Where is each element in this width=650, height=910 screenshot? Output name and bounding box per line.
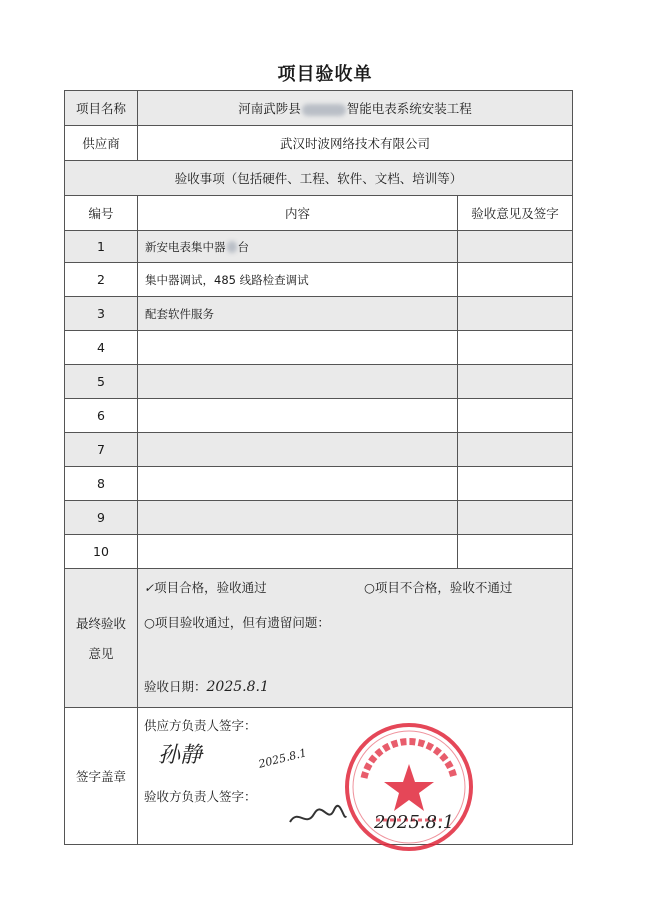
final-opinion-row	[65, 569, 573, 708]
final-label-line2: 意见	[88, 646, 114, 661]
signature-row	[65, 708, 573, 845]
col-header-content: 内容	[138, 196, 458, 231]
item-content	[138, 501, 458, 535]
acceptance-date-value: 2025.8.1	[206, 679, 269, 695]
item-no: 10	[65, 535, 138, 569]
item-content: 集中器调试，485 线路检查调试	[138, 263, 458, 297]
table-row	[65, 535, 573, 569]
table-row	[65, 263, 573, 297]
project-name-value	[138, 91, 573, 126]
item-no: 5	[65, 365, 138, 399]
supplier-value: 武汉时波网络技术有限公司	[138, 126, 573, 161]
signature-cell	[138, 708, 573, 845]
scope-header: 验收事项（包括硬件、工程、软件、文档、培训等）	[65, 161, 573, 196]
table-row	[65, 365, 573, 399]
item-opinion	[458, 433, 573, 467]
item-opinion	[458, 467, 573, 501]
handwritten-signature-icon	[288, 804, 348, 830]
page-title: 项目验收单	[277, 64, 373, 85]
project-name-suffix: 智能电表系统安装工程	[346, 101, 472, 116]
item-content	[138, 467, 458, 501]
final-opinion-label	[65, 569, 138, 708]
table-row	[65, 433, 573, 467]
option-pending-label: 项目验收通过，但有遗留问题：	[154, 615, 330, 630]
item-no: 2	[65, 263, 138, 297]
supplier-sign-date: 2025.8.1	[257, 746, 308, 771]
item-content	[138, 231, 458, 263]
option-pending	[144, 613, 330, 631]
project-name-label: 项目名称	[65, 91, 138, 126]
item-no: 4	[65, 331, 138, 365]
acceptor-sign-label: 验收方负责人签字：	[144, 789, 257, 804]
radio-empty-icon: ○	[364, 580, 375, 595]
supplier-row	[65, 126, 573, 161]
column-header-row	[65, 196, 573, 231]
supplier-label: 供应商	[65, 126, 138, 161]
redaction-blur	[302, 104, 346, 116]
option-pass	[144, 578, 267, 596]
table-row	[65, 331, 573, 365]
acceptance-date-label: 验收日期：	[144, 679, 207, 694]
final-opinion-cell	[138, 569, 573, 708]
item-content	[138, 535, 458, 569]
item-opinion	[458, 331, 573, 365]
project-name-prefix: 河南武陟县	[238, 101, 301, 116]
col-header-opinion: 验收意见及签字	[458, 196, 573, 231]
item-opinion	[458, 365, 573, 399]
table-row	[65, 231, 573, 263]
item-no: 3	[65, 297, 138, 331]
item-content	[138, 399, 458, 433]
item-content: 配套软件服务	[138, 297, 458, 331]
project-name-row	[65, 91, 573, 126]
item-opinion	[458, 231, 573, 263]
acceptor-signature-scribble	[288, 804, 348, 835]
item-no: 1	[65, 231, 138, 263]
acceptor-sign-date: 2025.8.1	[374, 812, 455, 833]
item-no: 7	[65, 433, 138, 467]
table-row	[65, 399, 573, 433]
item-opinion	[458, 399, 573, 433]
item-opinion	[458, 535, 573, 569]
option-fail-label: 项目不合格，验收不通过	[374, 580, 513, 595]
option-pass-label: 项目合格，验收通过	[154, 580, 267, 595]
col-header-no: 编号	[65, 196, 138, 231]
signature-label: 签字盖章	[65, 708, 138, 845]
item-content-prefix: 新安电表集中器	[145, 239, 226, 254]
radio-empty-icon: ○	[144, 615, 155, 630]
supplier-sign-label: 供应方负责人签字：	[144, 718, 257, 733]
item-opinion	[458, 501, 573, 535]
acceptance-date	[144, 677, 269, 695]
table-row	[65, 501, 573, 535]
item-no: 8	[65, 467, 138, 501]
supplier-signature: 孙静	[158, 743, 203, 768]
final-label-line1: 最终验收	[75, 616, 126, 631]
item-content	[138, 365, 458, 399]
redaction-blur	[227, 241, 237, 253]
item-no: 6	[65, 399, 138, 433]
item-content-suffix: 台	[237, 239, 249, 254]
check-mark-icon: ✓	[144, 581, 155, 595]
option-fail	[364, 578, 512, 596]
item-content	[138, 331, 458, 365]
scope-header-row	[65, 161, 573, 196]
item-opinion	[458, 263, 573, 297]
table-row	[65, 297, 573, 331]
item-no: 9	[65, 501, 138, 535]
item-content	[138, 433, 458, 467]
table-row	[65, 467, 573, 501]
official-seal-stamp	[342, 720, 476, 854]
item-opinion	[458, 297, 573, 331]
acceptance-form	[64, 90, 573, 845]
